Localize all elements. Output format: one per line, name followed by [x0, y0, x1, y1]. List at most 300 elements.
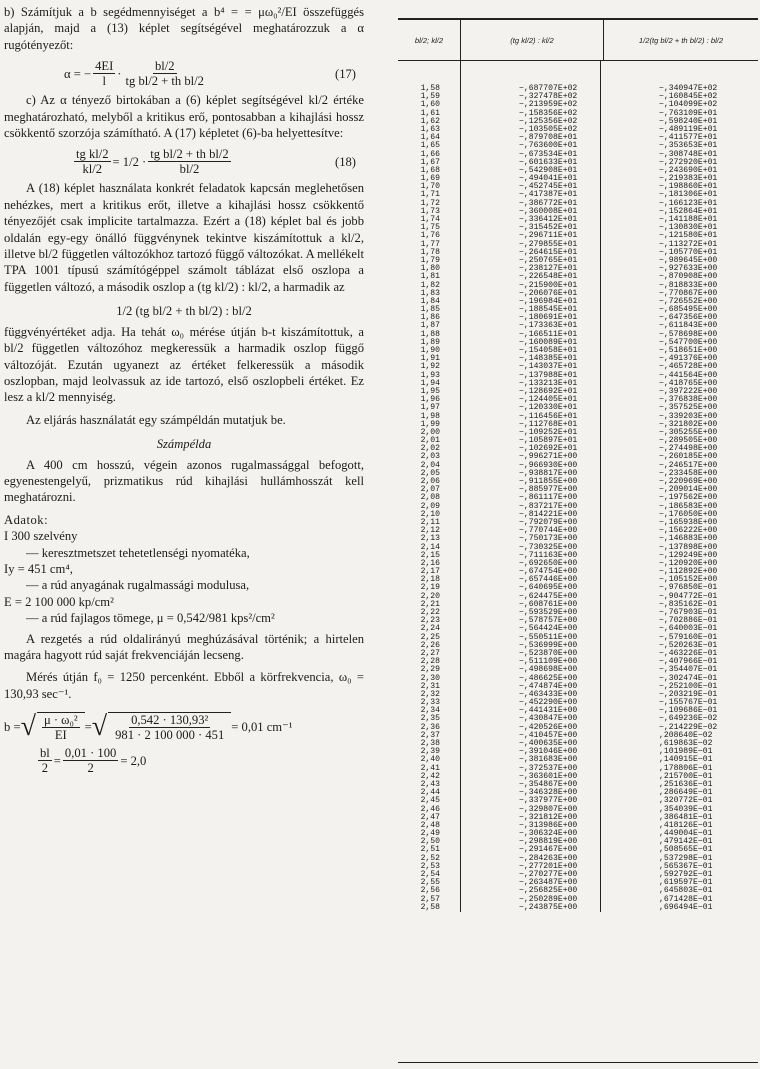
table-cell: 2,54: [420, 870, 440, 879]
eq18-mid: = 1/2 ·: [112, 154, 147, 169]
table-cell: −,133213E+01: [519, 378, 578, 388]
table-cell: 2,41: [420, 763, 440, 773]
table-cell: 2,38: [420, 739, 440, 748]
table-cell: −,186583E+00: [659, 501, 718, 511]
table-cell: −,441564E+00: [659, 370, 718, 380]
table-cell: −,491376E+00: [659, 354, 718, 364]
table-cell: −,547700E+00: [659, 337, 718, 347]
table-cell: ,354039E−01: [659, 804, 713, 814]
table-cell: −,284263E+00: [519, 853, 578, 863]
table-cell: 1,88: [420, 329, 440, 339]
table-cell: −,243690E+01: [659, 165, 718, 175]
table-cell: −,354867E+00: [519, 779, 578, 789]
table-cell: ,696494E−01: [659, 902, 713, 912]
table-cell: −,289505E+00: [659, 436, 718, 446]
table-cell: −,141188E+01: [659, 215, 718, 224]
column-function: [600, 61, 754, 912]
table-cell: 1,98: [420, 411, 440, 421]
table-cell: −,197562E+00: [659, 493, 718, 503]
table-cell: 1,87: [420, 321, 440, 331]
table-cell: 2,52: [420, 853, 440, 863]
table-cell: −,381683E+00: [519, 755, 578, 765]
table-cell: −,103505E+02: [519, 124, 578, 134]
table-cell: −,263487E+00: [519, 878, 578, 888]
table-cell: 2,32: [420, 689, 440, 699]
table-cell: ,208640E−02: [659, 730, 713, 740]
table-cell: 2,06: [420, 477, 440, 486]
table-cell: ,619597E−01: [659, 878, 713, 888]
table-cell: −,156222E+00: [659, 526, 718, 536]
table-cell: −,305255E+00: [659, 427, 718, 437]
table-cell: −,763600E+01: [519, 141, 578, 151]
table-cell: −,702886E−01: [659, 616, 718, 626]
table-cell: −,130830E+01: [659, 223, 718, 233]
table-cell: 1,81: [420, 272, 440, 282]
table-cell: −,158356E+02: [519, 108, 578, 118]
table-cell: 2,45: [420, 796, 440, 806]
table-cell: −,196984E+01: [519, 296, 578, 306]
table-cell: 2,14: [420, 542, 440, 552]
eq17-lhs: α = −: [64, 66, 92, 81]
table-cell: −,861117E+00: [519, 493, 578, 503]
table-cell: 2,09: [420, 501, 440, 511]
table-cell: ,479142E−01: [659, 837, 713, 847]
table-cell: 2,58: [420, 902, 440, 912]
table-cell: 2,47: [420, 812, 440, 822]
equation-function: 1/2 (tg bl/2 + th bl/2) : bl/2: [116, 304, 252, 319]
table-cell: −,112768E+01: [519, 419, 578, 429]
table-cell: −,818833E+00: [659, 280, 718, 290]
table-cell: 2,55: [420, 878, 440, 888]
table-cell: ,320772E−01: [659, 796, 713, 806]
table-cell: −,160845E+02: [659, 92, 718, 102]
table-cell: −,176050E+00: [659, 509, 718, 519]
table-cell: ,140915E−01: [659, 755, 713, 765]
table-cell: −,966930E+00: [519, 460, 578, 470]
eqb-result: = 0,01 cm⁻¹: [231, 720, 293, 735]
table-cell: −,673534E+01: [519, 149, 578, 159]
table-cell: −,518651E+00: [659, 346, 718, 355]
table-cell: 2,33: [420, 698, 440, 708]
table-cell: 2,19: [420, 583, 440, 593]
table-cell: −,337977E+00: [519, 796, 578, 806]
table-cell: −,463433E+00: [519, 689, 578, 699]
eq17-number: (17): [335, 66, 356, 81]
table-cell: 1,77: [420, 239, 440, 249]
table-cell: 2,03: [420, 452, 440, 462]
table-cell: 2,25: [420, 632, 440, 642]
eqb-root2: √ $\frac{\text{0,542 · 130,93²}}{981 \cdot 2 100 000 \cdot 451}$: [92, 712, 232, 742]
equation-bl: $\frac{bl}{2}$ = $\frac{0,01 \cdot 100}{2}$ = 2,0: [40, 746, 147, 776]
table-cell: −,879708E+01: [519, 133, 578, 143]
table-cell: −,213959E+02: [519, 100, 578, 110]
paragraph-b: b) Számítjuk a b segédmennyiséget a b⁴ = = μω₀²/EI összefüggés alapján, majd a (13) képlet segítségével meghatározzuk a α rugótényezőt:: [4, 5, 364, 52]
table-cell: −,598240E+01: [659, 116, 718, 126]
table-cell: −,452745E+01: [519, 182, 578, 192]
table-cell: −,146883E+00: [659, 534, 718, 544]
table-cell: −,578757E+00: [519, 616, 578, 626]
table-cell: 2,48: [420, 820, 440, 830]
table-cell: −,410457E+00: [519, 730, 578, 740]
data-mass: — a rúd fajlagos tömege, μ = 0,542/981 kps²/cm²: [26, 611, 275, 626]
table-cell: 2,44: [420, 788, 440, 798]
table-cell: 2,00: [420, 427, 440, 437]
table-cell: −,770867E+00: [659, 288, 718, 298]
table-cell: −,250289E+00: [519, 894, 578, 904]
table-cell: 1,70: [420, 182, 440, 192]
table-cell: −,104099E+02: [659, 100, 718, 110]
table-cell: −,420526E+00: [519, 722, 578, 732]
table-cell: −,579160E−01: [659, 632, 718, 642]
table-cell: −,246517E+00: [659, 460, 718, 470]
table-cell: 1,90: [420, 346, 440, 355]
table-cell: 2,28: [420, 657, 440, 667]
table-cell: 2,10: [420, 509, 440, 519]
eqb-lhs: b =: [4, 720, 21, 735]
table-cell: −,624475E+00: [519, 591, 578, 601]
table-cell: 2,05: [420, 468, 440, 478]
table-cell: −,250765E+01: [519, 255, 578, 265]
table-cell: −,181306E+01: [659, 190, 718, 200]
table-cell: 1,89: [420, 337, 440, 347]
table-cell: −,264615E+01: [519, 247, 578, 257]
table-cell: ,537298E−01: [659, 853, 713, 863]
table-cell: −,256825E+00: [519, 886, 578, 896]
paragraph-6: A 400 cm hosszú, végein azonos rugalmassággal befogott, egyenestengelyű, prizmatikus rúd kihajlási hullámhosszát kell meghatározni.: [4, 457, 364, 505]
table-cell: 2,13: [420, 534, 440, 544]
table-cell: 1,94: [420, 378, 440, 388]
table-cell: −,938817E+00: [519, 468, 578, 478]
table-cell: 1,76: [420, 231, 440, 241]
table-cell: ,565367E−01: [659, 861, 713, 871]
table-cell: 1,69: [420, 174, 440, 184]
data-inertia-value: Iy = 451 cm⁴,: [4, 561, 73, 576]
table-cell: −,520263E−01: [659, 640, 718, 650]
table-cell: ,619863E−02: [659, 739, 713, 748]
table-cell: −,327478E+02: [519, 92, 578, 102]
table-cell: 2,04: [420, 460, 440, 470]
table-cell: −,608761E+00: [519, 599, 578, 609]
table-cell: −,203219E−01: [659, 689, 718, 699]
table-cell: 1,58: [420, 84, 440, 93]
table-cell: −,391046E+00: [519, 747, 578, 757]
eq17-frac1: $\frac{4EI}{l}$: [95, 59, 114, 89]
table-cell: 2,24: [420, 624, 440, 634]
table-cell: −,321812E+00: [519, 812, 578, 822]
table-cell: 2,01: [420, 436, 440, 446]
table-cell: −,252100E−01: [659, 681, 718, 691]
table-cell: −,767903E−01: [659, 608, 718, 617]
table-cell: 1,82: [420, 280, 440, 290]
table-cell: −,996271E+00: [519, 452, 578, 462]
table-cell: ,251636E−01: [659, 779, 713, 789]
table-cell: −,911855E+00: [519, 477, 578, 486]
table-cell: 2,31: [420, 681, 440, 691]
table-cell: −,489119E+01: [659, 124, 718, 134]
table-cell: ,286649E−01: [659, 788, 713, 798]
equation-17: α = − $\frac{4EI}{l}$ · $\frac{bl/2}{\text{tg bl/2 + th bl/2}}$ (17): [4, 59, 364, 88]
table-cell: −,837217E+00: [519, 501, 578, 511]
table-cell: −,215900E+01: [519, 280, 578, 290]
eq17-frac2: $\frac{bl/2}{\text{tg bl/2 + th bl/2}}$: [125, 59, 204, 89]
table-cell: −,340947E+02: [659, 84, 718, 93]
table-cell: −,188545E+01: [519, 305, 578, 315]
table-cell: 1,59: [420, 92, 440, 102]
table-cell: 2,16: [420, 558, 440, 568]
table-cell: −,498698E+00: [519, 665, 578, 675]
table-cell: −,494041E+01: [519, 174, 578, 184]
table-cell: −,657446E+00: [519, 575, 578, 585]
table-cell: 2,02: [420, 444, 440, 454]
table-cell: −,173363E+01: [519, 321, 578, 331]
eqbl-result: = 2,0: [120, 753, 147, 768]
table-cell: 1,78: [420, 247, 440, 257]
table-cell: 1,65: [420, 141, 440, 151]
paragraph-5: Az eljárás használatát egy számpéldán mutatjuk be.: [26, 412, 286, 427]
table-cell: 2,12: [420, 526, 440, 536]
table-cell: −,154058E+01: [519, 346, 578, 355]
table-header: [398, 20, 758, 61]
table-cell: −,121580E+01: [659, 231, 718, 241]
table-cell: −,726552E+00: [659, 296, 718, 306]
table-cell: 1,99: [420, 419, 440, 429]
table-cell: −,486625E+00: [519, 673, 578, 683]
table-cell: 2,50: [420, 837, 440, 847]
table-cell: ,215700E−01: [659, 771, 713, 781]
table-cell: ,449004E−01: [659, 829, 713, 839]
table-cell: 1,96: [420, 395, 440, 405]
table-cell: −,102692E+01: [519, 444, 578, 454]
table-cell: −,198860E+01: [659, 182, 718, 192]
paragraph-8: A rezgetés a rúd oldalirányú meghúzásával történik; a hirtelen magára hagyott rúd saját frekvenciáján lecseng.: [4, 631, 364, 662]
table-cell: 1,86: [420, 313, 440, 323]
table-cell: −,564424E+00: [519, 624, 578, 634]
eqb-root1: √ $\frac{\text{μ · ω₀²}}{EI}$: [21, 712, 85, 742]
table-cell: 2,36: [420, 722, 440, 732]
table-cell: −,418765E+00: [659, 378, 718, 388]
table-cell: −,593529E+00: [519, 608, 578, 617]
data-profile: I 300 szelvény: [4, 529, 78, 544]
table-cell: ,508565E−01: [659, 845, 713, 855]
table-cell: −,166511E+01: [519, 329, 578, 339]
table-cell: 2,40: [420, 755, 440, 765]
table-cell: 1,74: [420, 215, 440, 224]
table-cell: −,357525E+00: [659, 403, 718, 413]
table-cell: 1,73: [420, 206, 440, 216]
table-cell: −,109252E+01: [519, 427, 578, 437]
table-cell: −,296711E+01: [519, 231, 578, 241]
table-cell: −,711163E+00: [519, 550, 578, 560]
table-cell: −,105770E+01: [659, 247, 718, 257]
table-cell: −,417387E+01: [519, 190, 578, 200]
table-cell: −,116456E+01: [519, 411, 578, 421]
table-cell: 2,53: [420, 861, 440, 871]
left-text-column: [4, 4, 364, 779]
table-cell: −,814221E+00: [519, 509, 578, 519]
table-cell: −,128692E+01: [519, 386, 578, 396]
table-cell: −,302474E−01: [659, 673, 718, 683]
table-cell: 2,18: [420, 575, 440, 585]
table-cell: −,542908E+01: [519, 165, 578, 175]
table-cell: −,885977E+00: [519, 485, 578, 495]
eqb-equals: =: [84, 720, 92, 735]
table-cell: 2,29: [420, 665, 440, 675]
table-cell: −,160089E+01: [519, 337, 578, 347]
table-cell: 2,08: [420, 493, 440, 503]
table-cell: −,166123E+01: [659, 198, 718, 208]
table-cell: −,315452E+01: [519, 223, 578, 233]
data-heading: Adatok:: [4, 512, 49, 527]
paragraph-4: függvényértéket adja. Ha tehát ω₀ mérése útján b-t kiszámítottuk, a bl/2 független változóhoz megkeressük a harmadik oszlop függő változóját. Ezután ugyanezt az értéket felkeressük a második oszlopban, majd leolvassuk az ide tartozó, első oszlopbeli értéket. Ez lesz a kl/2 mennyiség.: [4, 324, 364, 405]
table-cell: ,671428E−01: [659, 894, 713, 904]
table-cell: −,279855E+01: [519, 239, 578, 249]
table-cell: −,243875E+00: [519, 902, 578, 912]
table-cell: 2,20: [420, 591, 440, 601]
table-cell: −,313986E+00: [519, 820, 578, 830]
table-cell: 1,72: [420, 198, 440, 208]
table-cell: −,298819E+00: [519, 837, 578, 847]
table-cell: −,685495E+00: [659, 305, 718, 315]
table-cell: −,687707E+02: [519, 84, 578, 93]
table-cell: −,386772E+01: [519, 198, 578, 208]
table-cell: 2,15: [420, 550, 440, 560]
table-cell: ,645803E−01: [659, 886, 713, 896]
table-cell: −,277201E+00: [519, 861, 578, 871]
table-cell: 2,39: [420, 747, 440, 757]
table-cell: 2,23: [420, 616, 440, 626]
table-cell: −,674754E+00: [519, 567, 578, 577]
table-cell: −,120330E+01: [519, 403, 578, 413]
table-cell: 1,62: [420, 116, 440, 126]
table-cell: −,112892E+00: [659, 567, 718, 577]
table-cell: −,441431E+00: [519, 706, 578, 716]
equation-b: [4, 712, 364, 742]
table-cell: −,511109E+00: [519, 657, 578, 667]
table-cell: −,640695E+00: [519, 583, 578, 593]
data-modulus-label: — a rúd anyagának rugalmassági modulusa,: [26, 578, 250, 593]
table-cell: −,291467E+00: [519, 845, 578, 855]
table-cell: 1,61: [420, 108, 440, 118]
table-cell: −,360008E+01: [519, 206, 578, 216]
table-cell: 1,92: [420, 362, 440, 372]
table-cell: −,336412E+01: [519, 215, 578, 224]
table-cell: −,523870E+00: [519, 648, 578, 658]
table-cell: −,601633E+01: [519, 157, 578, 167]
table-cell: −,536999E+00: [519, 640, 578, 650]
table-cell: 2,43: [420, 779, 440, 789]
table-cell: −,339203E+00: [659, 411, 718, 421]
section-heading: Számpélda: [156, 437, 212, 452]
table-cell: 1,93: [420, 370, 440, 380]
table-cell: −,372537E+00: [519, 763, 578, 773]
table-cell: 2,46: [420, 804, 440, 814]
table-cell: −,260185E+00: [659, 452, 718, 462]
table-cell: −,113272E+01: [659, 239, 718, 249]
table-cell: −,904772E−01: [659, 591, 718, 601]
table-cell: −,148385E+01: [519, 354, 578, 364]
table-cell: −,124405E+01: [519, 395, 578, 405]
table-cell: −,270277E+00: [519, 870, 578, 879]
table-cell: −,640003E−01: [659, 624, 718, 634]
table-cell: −,306324E+00: [519, 829, 578, 839]
table-cell: −,474874E+00: [519, 681, 578, 691]
paragraph-c: c) Az α tényező birtokában a (6) képlet segítségével kl/2 értéke meghatározható, melyből a kritikus erő, pontosabban a kihajlási hossz csökkentő szorzója számítható. A (17) képletet (6)-ba helyettesítve:: [4, 93, 364, 141]
table-cell: −,214229E−02: [659, 722, 718, 732]
table-cell: 2,56: [420, 886, 440, 896]
table-cell: 1,60: [420, 100, 440, 110]
table-cell: 2,30: [420, 673, 440, 683]
table-cell: −,463226E−01: [659, 648, 718, 658]
table-cell: −,649236E−02: [659, 714, 718, 724]
table-cell: 2,22: [420, 608, 440, 617]
table-cell: −,397222E+00: [659, 386, 718, 396]
table-cell: 2,17: [420, 567, 440, 577]
table-cell: −,165938E+00: [659, 517, 718, 527]
table-cell: 2,57: [420, 894, 440, 904]
table-cell: 1,63: [420, 124, 440, 134]
table-cell: −,125356E+02: [519, 116, 578, 126]
table-cell: −,411577E+01: [659, 133, 718, 143]
table-cell: −,870908E+00: [659, 272, 718, 282]
paragraph-3: A (18) képlet használata konkrét feladatok kapcsán meglehetősen nehézkes, mert a kritikus erőt, illetve a kihajlási hossz csökkentő tényezőjét csak implicite tartalmazza. Ezért a (18) képlet bal és jobb oldalán egy-egy önálló függvénynek tekintve kiszámítottuk a kl/2, illetve bl/2 független változókhoz tartozó függő változókat. A mellékelt TPA 1001 típusú számítógéppel számolt táblázat első oszlopa a független változó, a második oszlop a (tg kl/2) : kl/2, a harmadik az: [4, 181, 364, 294]
table-body: [398, 61, 758, 912]
table-cell: −,105897E+01: [519, 436, 578, 446]
table-cell: 1,66: [420, 149, 440, 159]
table-cell: 1,68: [420, 165, 440, 175]
eq18-number: (18): [335, 154, 356, 169]
table-cell: −,763109E+01: [659, 108, 718, 118]
table-cell: −,226548E+01: [519, 272, 578, 282]
table-cell: −,611843E+00: [659, 321, 718, 331]
table-cell: −,750173E+00: [519, 534, 578, 544]
table-cell: −,109686E−01: [659, 706, 718, 716]
table-cell: 2,27: [420, 648, 440, 658]
table-cell: 1,91: [420, 354, 440, 364]
equation-18: [4, 147, 364, 176]
header-col2: (tg kl/2) : kl/2: [460, 20, 603, 60]
table-cell: 2,34: [420, 706, 440, 716]
table-cell: 1,84: [420, 296, 440, 306]
table-cell: −,152864E+01: [659, 206, 718, 216]
table-cell: 2,21: [420, 599, 440, 609]
data-inertia-label: — keresztmetszet tehetetlenségi nyomatéka,: [26, 545, 250, 560]
table-cell: −,272920E+01: [659, 157, 718, 167]
table-cell: −,137988E+01: [519, 370, 578, 380]
table-cell: −,209014E+00: [659, 485, 718, 495]
table-cell: 1,85: [420, 305, 440, 315]
table-cell: −,376838E+00: [659, 395, 718, 405]
table-cell: −,452290E+00: [519, 698, 578, 708]
table-cell: −,143037E+01: [519, 362, 578, 372]
table-cell: −,835162E−01: [659, 599, 718, 609]
table-cell: 2,35: [420, 714, 440, 724]
table-cell: −,155767E−01: [659, 698, 718, 708]
table-cell: ,178806E−01: [659, 763, 713, 773]
value-table: [398, 18, 758, 1063]
table-cell: ,101989E−01: [659, 747, 713, 757]
table-cell: −,274498E+00: [659, 444, 718, 454]
table-cell: −,329807E+00: [519, 804, 578, 814]
eq18-frac2: $\frac{\text{tg bl/2 + th bl/2}}{bl/2}$: [150, 147, 229, 177]
header-col1: bl/2; kl/2: [414, 35, 444, 45]
table-cell: −,129249E+00: [659, 550, 718, 560]
table-cell: −,206076E+01: [519, 288, 578, 298]
table-cell: −,578698E+00: [659, 329, 718, 339]
table-cell: −,220969E+00: [659, 477, 718, 486]
table-cell: −,465728E+00: [659, 362, 718, 372]
table-cell: 2,42: [420, 771, 440, 781]
table-cell: −,989645E+00: [659, 255, 718, 265]
